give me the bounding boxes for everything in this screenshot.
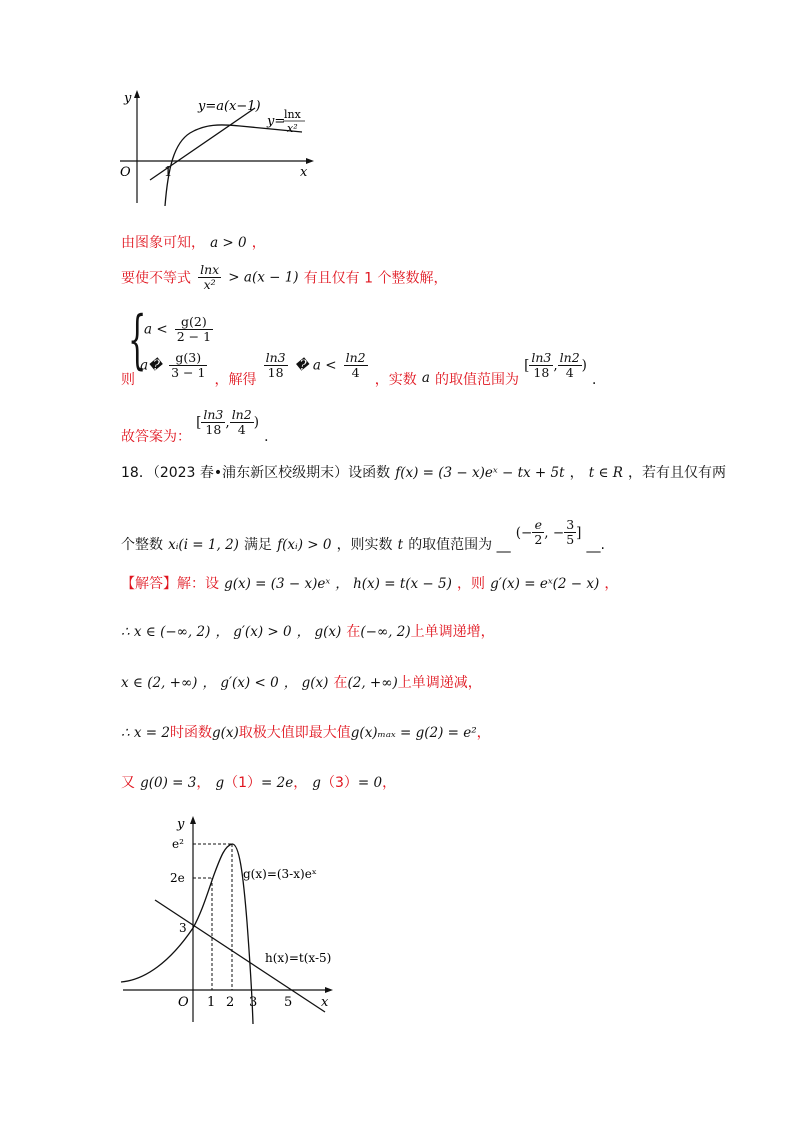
g1-line-label: y=a(x−1): [198, 99, 261, 114]
graph-2: [115, 812, 340, 1027]
sol-tag: 【解答】: [121, 576, 177, 592]
q18-lead: 18．（2023 春•浦东新区校级期末）设函数: [121, 465, 391, 481]
sol-line-5: 又 g(0) = 3， g（1）= 2e， g（3）= 0，: [121, 775, 397, 791]
g2-h-label: h(x)=t(x-5): [265, 951, 332, 965]
p1-line: [121, 232, 266, 252]
sol-line-2: ∴ x ∈ (−∞, 2) ， g′(x) > 0 ， g(x) 在(−∞, 2)上单调递增，: [121, 624, 495, 640]
g2-x-label: x: [321, 995, 329, 1010]
g1-curve-den: x²: [287, 122, 298, 135]
g2-tick-x-1: 1: [207, 995, 216, 1010]
p3-ze: 则: [121, 372, 135, 388]
g1-line: [150, 108, 255, 180]
p4-label: 故答案为：: [121, 429, 191, 445]
sys-row-1: a < $\frac{g(2)}{2 - 1}$: [144, 314, 212, 344]
q18-line-2: 个整数 $_{xᵢ(i = 1, 2)}$ 满足 $_{f(xᵢ) > 0}$ ，则实数 $_t$ 的取值范围为 __ (− $\frac{e}{2}$ , − $\frac{3}{5}$ ] __.: [121, 517, 605, 553]
g2-tick-y-2e: 2e: [170, 871, 185, 885]
p3-jiede: ，解得: [214, 372, 257, 388]
g2-tick-y-e2: e²: [172, 837, 184, 851]
p2-fraction: $\frac{\ln x}{\text{x²}}$: [200, 262, 220, 292]
q18-line-1: 18．（2023 春•浦东新区校级期末）设函数 f(x) = (3 − x)eˣ − tx + 5t ， t ∈ R ，若有且仅有两: [121, 465, 726, 481]
g1-x-label: x: [300, 165, 308, 180]
g2-g-label: g(x)=(3-x)eˣ: [243, 867, 317, 881]
p1-math: a > 0: [210, 235, 247, 251]
system-brace: {: [128, 303, 147, 377]
p1-tail: ，: [251, 235, 266, 251]
g2-tick-y-3: 3: [179, 921, 187, 935]
g1-origin: O: [120, 165, 131, 180]
g1-tick-1: 1: [164, 165, 173, 180]
g1-curve: [165, 125, 302, 206]
p3-line: 则 a� $\frac{g(3)}{3 - 1}$ ，解得 $\frac{\ln 3}{18}$ � a < $\frac{\ln 2}{4}$ ，实数 $_a$ 的取值范围为 [ $\frac{\ln 3}{18}$ , $\frac{\ln 2}{4}$ ) $_.$: [121, 350, 597, 388]
p1-text: 由图象可知，: [121, 235, 205, 251]
p2-ineq: > a(x − 1): [228, 269, 299, 286]
g2-tick-x-2: 2: [226, 995, 235, 1010]
g1-y-label: y: [124, 91, 132, 106]
p4-line: 故答案为： [ $\frac{\ln 3}{18}$ , $\frac{\ln 2}{4}$ ) $_.$: [121, 407, 269, 445]
sol-line-1: 【解答】解：设 g(x) = (3 − x)eˣ ， h(x) = t(x − 5) ，则 g′(x) = eˣ(2 − x) ，: [121, 576, 619, 592]
sol-line-4: ∴ x = 2时函数g(x)取极大值即最大值g(x)ₘₐₓ = g(2) = e²，: [121, 725, 491, 741]
p2-lead: 要使不等式: [121, 270, 191, 287]
g2-origin: O: [178, 995, 189, 1010]
g2-y-label: y: [177, 817, 185, 832]
graph-1: [110, 88, 325, 208]
g2-tick-x-5: 5: [284, 995, 293, 1010]
p2-line: [121, 263, 448, 292]
p2-tail: 有且仅有 1 个整数解，: [303, 270, 448, 287]
g2-tick-x-3: 3: [249, 995, 258, 1010]
g1-curve-prefix: y=: [267, 114, 286, 129]
g1-curve-num: lnx: [284, 108, 301, 121]
q18-answer: (− $\frac{e}{2}$ , − $\frac{3}{5}$ ]: [515, 517, 582, 547]
sol-line-3: x ∈ (2, +∞) ， g′(x) < 0 ， g(x) 在(2, +∞)上单调递减，: [121, 675, 482, 691]
q18-func: f(x) = (3 − x)eˣ − tx + 5t: [395, 465, 565, 481]
